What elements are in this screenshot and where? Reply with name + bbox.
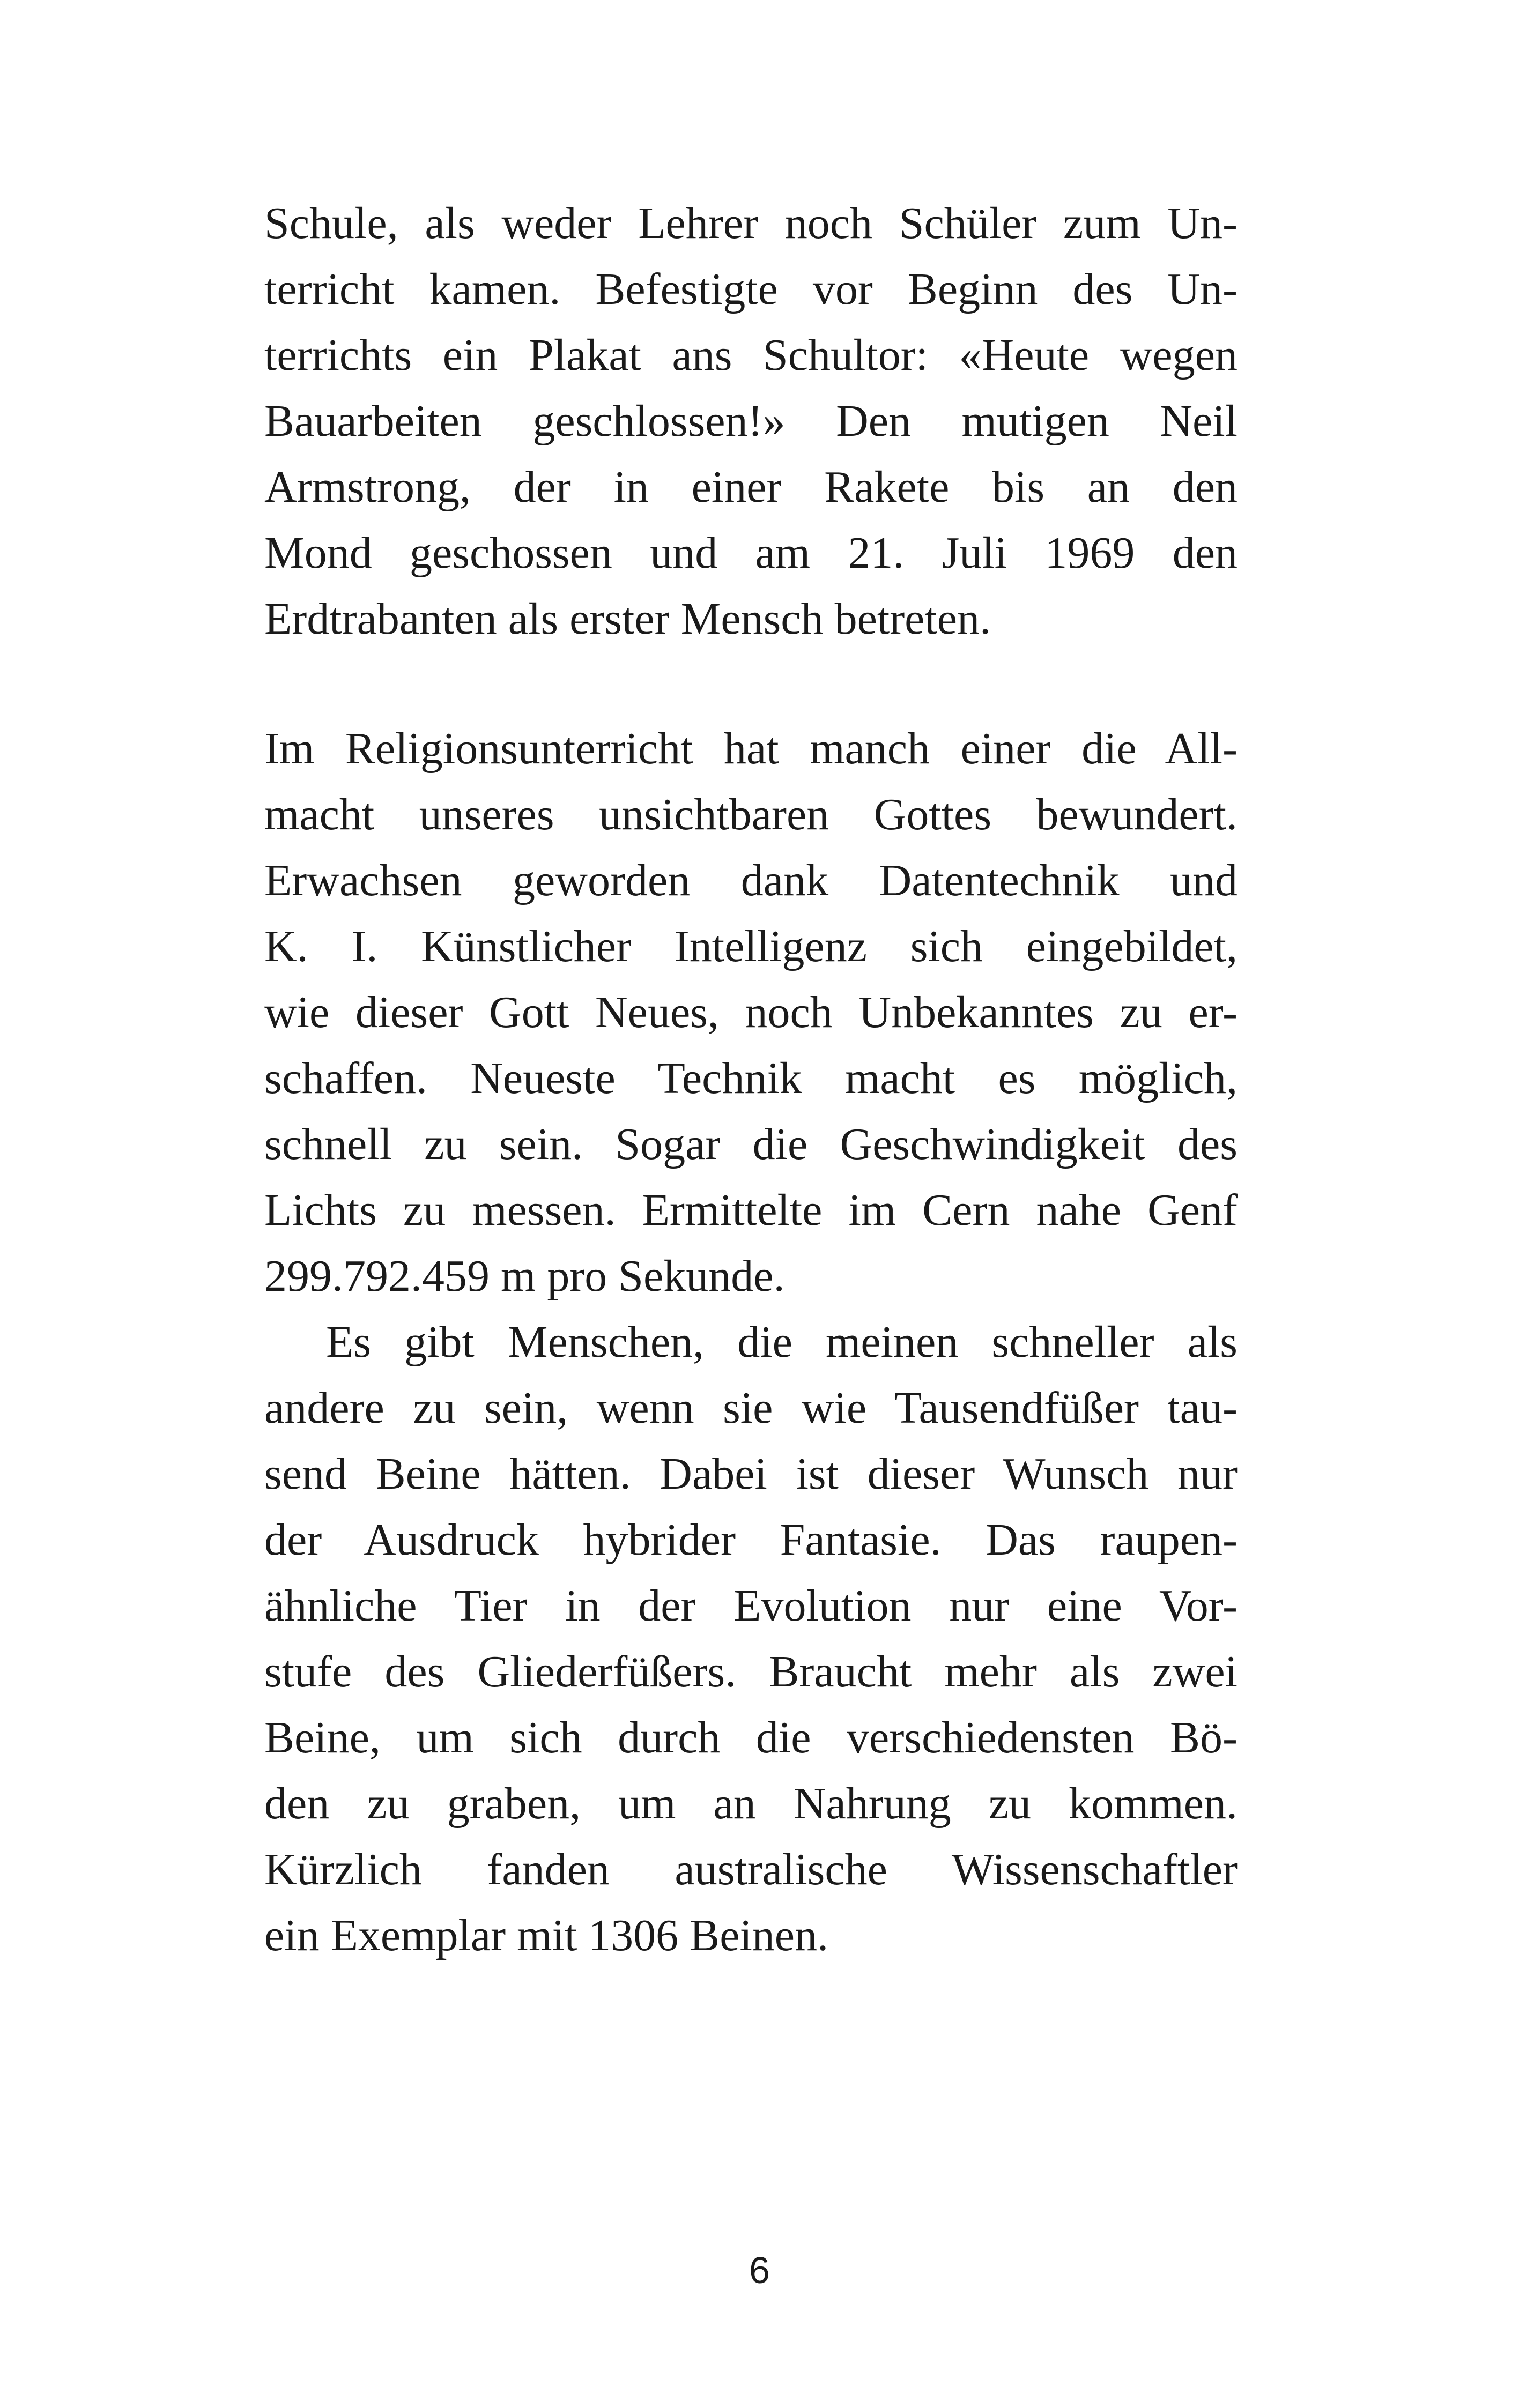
paragraph-line: terrichts ein Plakat ans Schultor: «Heute wegen — [264, 330, 1238, 380]
page-number: 6 — [749, 2249, 770, 2291]
paragraph-line: wie dieser Gott Neues, noch Unbekanntes zu er- — [264, 987, 1238, 1037]
paragraph-line: Mond geschossen und am 21. Juli 1969 den — [264, 528, 1238, 578]
paragraph-line: Es gibt Menschen, die meinen schneller als — [326, 1317, 1238, 1367]
paragraph-line: K. I. Künstlicher Intelligenz sich eingebildet, — [264, 921, 1238, 971]
paragraph-line: der Ausdruck hybrider Fantasie. Das raupen- — [264, 1515, 1238, 1565]
paragraph-line: schaffen. Neueste Technik macht es möglich, — [264, 1053, 1238, 1103]
paragraph-line: den zu graben, um an Nahrung zu kommen. — [264, 1779, 1238, 1829]
paragraph-line: terricht kamen. Befestigte vor Beginn des Un- — [264, 264, 1238, 314]
paragraph-2 — [264, 716, 1238, 1309]
paragraph-line: Erdtrabanten als erster Mensch betreten. — [264, 594, 991, 644]
paragraph-line: macht unseres unsichtbaren Gottes bewundert. — [264, 790, 1238, 839]
paragraph-line: send Beine hätten. Dabei ist dieser Wunsch nur — [264, 1449, 1238, 1499]
paragraph-line: Lichts zu messen. Ermittelte im Cern nahe Genf — [264, 1185, 1238, 1235]
paragraph-line: Beine, um sich durch die verschiedensten Bö- — [264, 1713, 1238, 1763]
paragraph-line: andere zu sein, wenn sie wie Tausendfüßer tau- — [264, 1383, 1238, 1433]
paragraph-line: Schule, als weder Lehrer noch Schüler zum Un- — [264, 198, 1238, 248]
paragraph-line: ein Exemplar mit 1306 Beinen. — [264, 1911, 829, 1960]
paragraph-line: ähnliche Tier in der Evolution nur eine Vor- — [264, 1581, 1238, 1631]
paragraph-group-2 — [264, 716, 1238, 1968]
paragraph-line: Armstrong, der in einer Rakete bis an den — [264, 462, 1238, 512]
paragraph-line: 299.792.459 m pro Sekunde. — [264, 1251, 785, 1301]
paragraph-line: Kürzlich fanden australische Wissenschaftler — [264, 1845, 1238, 1894]
paragraph-line: schnell zu sein. Sogar die Geschwindigkeit des — [264, 1119, 1238, 1169]
paragraph-line: Erwachsen geworden dank Datentechnik und — [264, 856, 1238, 905]
paragraph-3 — [264, 1309, 1238, 1968]
paragraph-1 — [264, 190, 1238, 652]
paragraph-line: Im Religionsunterricht hat manch einer die All- — [264, 724, 1238, 774]
paragraph-line: stufe des Gliederfüßers. Braucht mehr als zwei — [264, 1647, 1238, 1697]
paragraph-line: Bauarbeiten geschlossen!» Den mutigen Neil — [264, 396, 1238, 446]
